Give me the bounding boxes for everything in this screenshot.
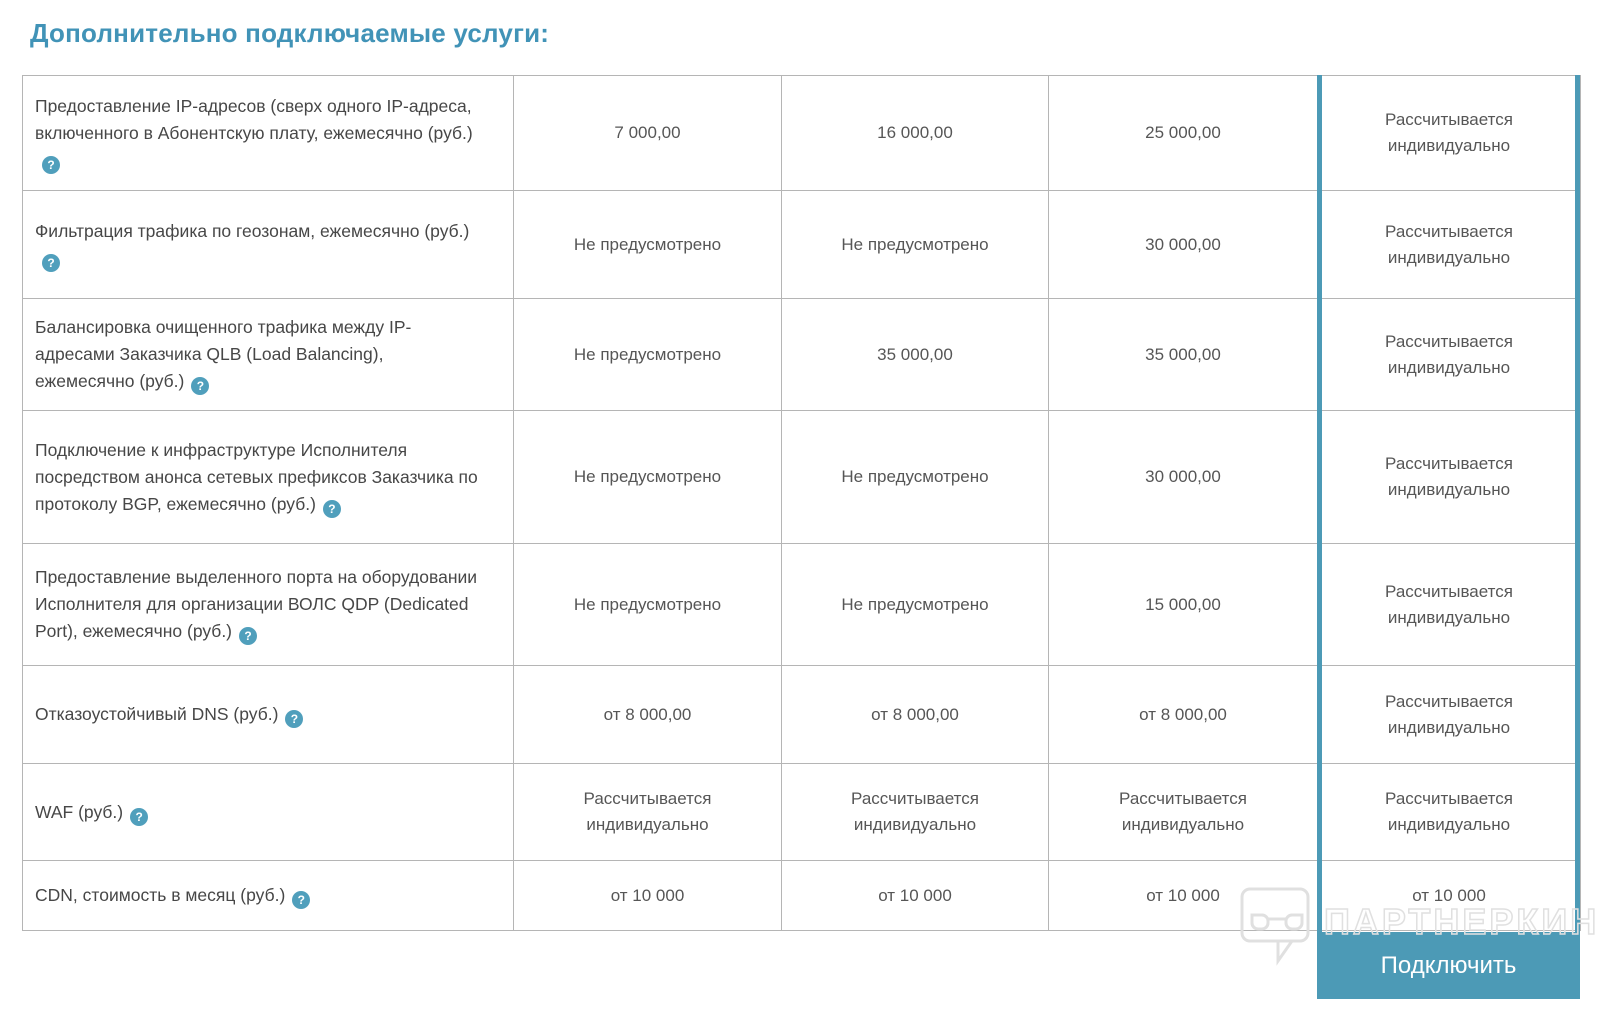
table-row — [23, 764, 1581, 861]
service-price: от 8 000,00 — [514, 666, 782, 764]
services-table — [22, 75, 1581, 931]
help-question-icon[interactable]: ? — [42, 156, 60, 174]
service-price: от 10 000 — [782, 861, 1049, 931]
service-label: CDN, стоимость в месяц (руб.) — [35, 885, 286, 905]
service-price: Не предусмотрено — [514, 299, 782, 411]
help-question-icon[interactable]: ? — [42, 254, 60, 272]
help-question-icon[interactable]: ? — [323, 500, 341, 518]
service-price: Рассчитывается индивидуально — [1318, 764, 1581, 861]
service-price: Не предусмотрено — [782, 191, 1049, 299]
help-question-icon[interactable]: ? — [285, 710, 303, 728]
service-price: Не предусмотрено — [782, 411, 1049, 544]
service-label: Балансировка очищенного трафика между IP-адресами Заказчика QLB (Load Balancing), ежемесячно (руб.) — [35, 317, 412, 391]
service-label: Отказоустойчивый DNS (руб.) — [35, 704, 279, 724]
service-price: Рассчитывается индивидуально — [514, 764, 782, 861]
service-label: Предоставление выделенного порта на оборудовании Исполнителя для организации ВОЛС QDP (Dedicated Port), ежемесячно (руб.) — [35, 567, 478, 641]
services-table-body — [23, 76, 1581, 931]
service-price: от 8 000,00 — [1049, 666, 1318, 764]
service-price: от 8 000,00 — [782, 666, 1049, 764]
help-question-icon[interactable]: ? — [292, 891, 310, 909]
service-price: Рассчитывается индивидуально — [782, 764, 1049, 861]
service-label: Подключение к инфраструктуре Исполнителя посредством анонса сетевых префиксов Заказчика по протоколу BGP, ежемесячно (руб.) — [35, 439, 478, 514]
service-price: от 10 000 — [1318, 861, 1581, 931]
help-question-icon[interactable]: ? — [239, 627, 257, 645]
table-row — [23, 191, 1581, 299]
help-question-icon[interactable]: ? — [191, 377, 209, 395]
table-row — [23, 544, 1581, 666]
service-price: от 10 000 — [514, 861, 782, 931]
service-price: 30 000,00 — [1049, 411, 1318, 544]
service-price: 35 000,00 — [1049, 299, 1318, 411]
table-row — [23, 299, 1581, 411]
table-row — [23, 666, 1581, 764]
service-price: Рассчитывается индивидуально — [1318, 191, 1581, 299]
service-price: Не предусмотрено — [514, 544, 782, 666]
service-price: 25 000,00 — [1049, 76, 1318, 191]
service-price: Рассчитывается индивидуально — [1318, 544, 1581, 666]
table-row — [23, 76, 1581, 191]
service-price: Не предусмотрено — [514, 191, 782, 299]
service-price: 30 000,00 — [1049, 191, 1318, 299]
service-label: WAF (руб.) — [35, 801, 124, 822]
service-price: 15 000,00 — [1049, 544, 1318, 666]
connect-button[interactable]: Подключить — [1317, 932, 1580, 999]
service-label: Фильтрация трафика по геозонам, ежемесячно (руб.) — [35, 220, 470, 241]
additional-services-table — [22, 75, 1580, 979]
service-price: 35 000,00 — [782, 299, 1049, 411]
table-row — [23, 861, 1581, 931]
service-price: Рассчитывается индивидуально — [1318, 76, 1581, 191]
service-price: Рассчитывается индивидуально — [1049, 764, 1318, 861]
table-row — [23, 411, 1581, 544]
service-price: от 10 000 — [1049, 861, 1318, 931]
service-price: Не предусмотрено — [514, 411, 782, 544]
service-price: 16 000,00 — [782, 76, 1049, 191]
service-price: Рассчитывается индивидуально — [1318, 299, 1581, 411]
service-price: Не предусмотрено — [782, 544, 1049, 666]
service-price: Рассчитывается индивидуально — [1318, 666, 1581, 764]
page-title: Дополнительно подключаемые услуги: — [30, 18, 550, 48]
service-price: Рассчитывается индивидуально — [1318, 411, 1581, 544]
help-question-icon[interactable]: ? — [130, 808, 148, 826]
service-label: Предоставление IP-адресов (сверх одного IP-адреса, включенного в Абонентскую плату, ежемесячно (руб.) — [35, 95, 473, 143]
service-price: 7 000,00 — [514, 76, 782, 191]
